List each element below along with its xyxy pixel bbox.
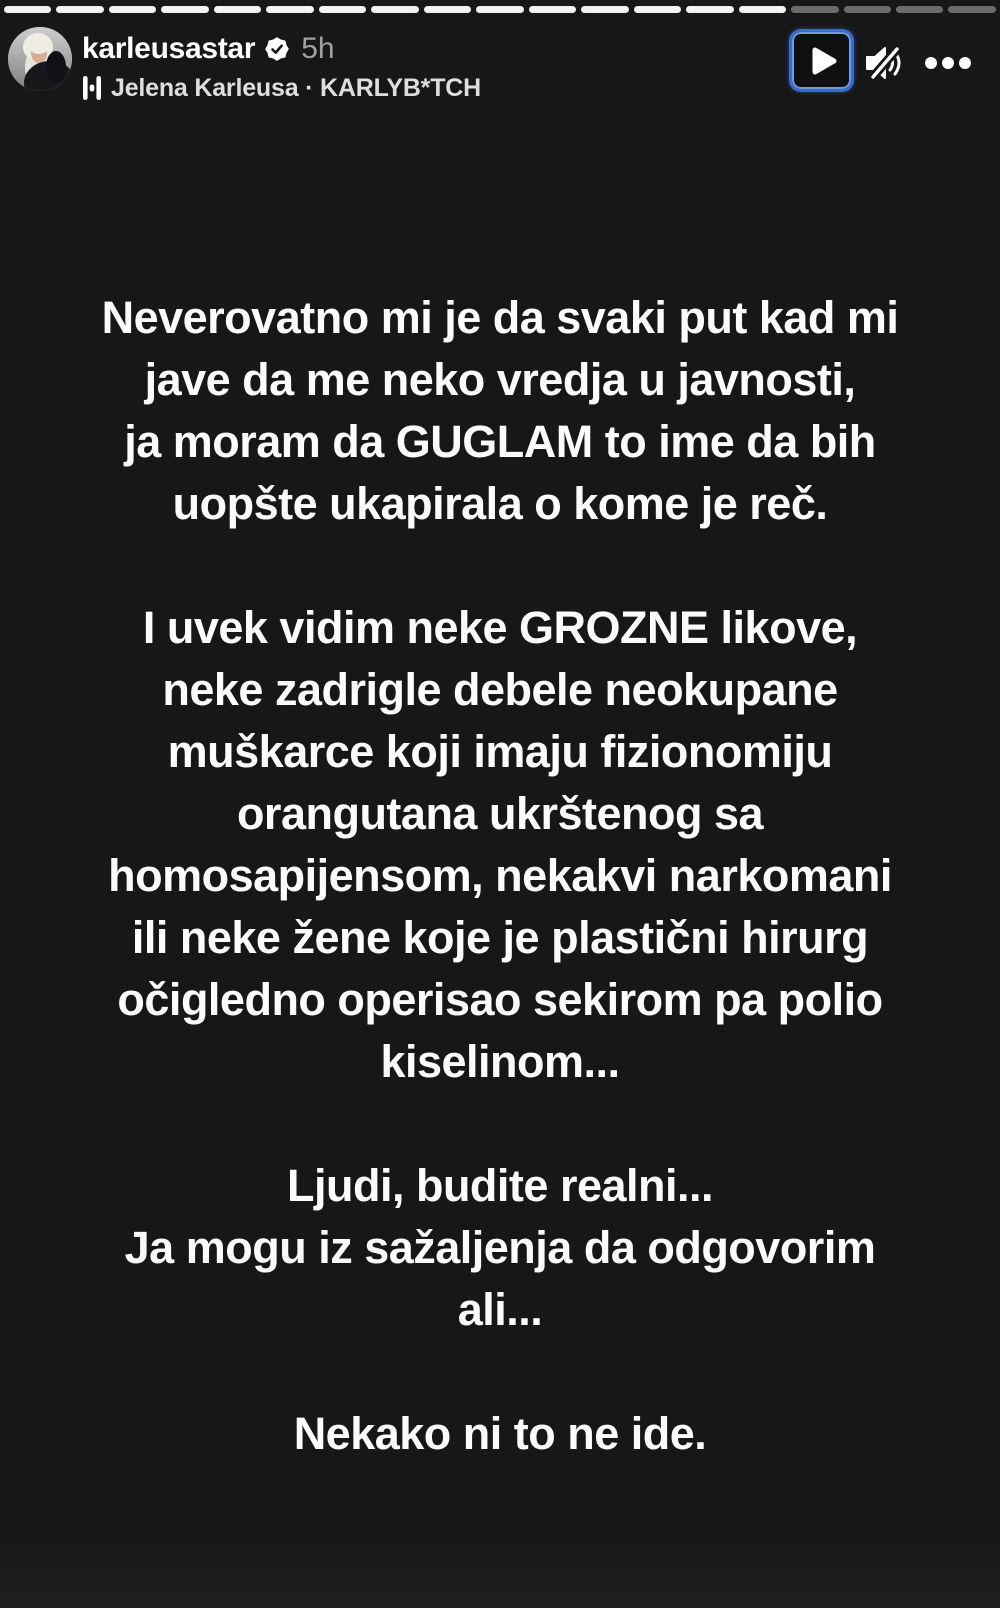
mute-button[interactable] — [864, 44, 904, 82]
story-line: orangutana ukrštenog sa — [236, 788, 764, 839]
progress-segment — [476, 6, 523, 13]
story-line: ali... — [457, 1284, 543, 1335]
progress-segment — [686, 6, 733, 13]
story-line: muškarce koji imaju fizionomiju — [167, 726, 833, 777]
story-line: jave da me neko vredja u javnosti, — [144, 354, 856, 405]
story-progress-bar — [4, 6, 996, 13]
story-line: Neverovatno mi je da svaki put kad mi — [101, 292, 899, 343]
paragraph-gap — [0, 1341, 1000, 1403]
ellipsis-icon — [925, 57, 937, 69]
ellipsis-icon — [959, 57, 971, 69]
story-line: ili neke žene koje je plastični hirurg — [131, 912, 869, 963]
story-line: kiselinom... — [380, 1036, 620, 1087]
progress-segment — [161, 6, 208, 13]
progress-segment — [581, 6, 628, 13]
progress-segment — [56, 6, 103, 13]
progress-segment — [371, 6, 418, 13]
progress-segment — [424, 6, 471, 13]
progress-segment — [634, 6, 681, 13]
story-line: Ja mogu iz sažaljenja da odgovorim — [124, 1222, 876, 1273]
speaker-muted-icon — [864, 44, 904, 82]
music-attribution: Jelena Karleusa · KARLYB*TCH — [111, 73, 481, 102]
play-icon — [802, 41, 842, 81]
progress-segment — [739, 6, 786, 13]
progress-segment — [109, 6, 156, 13]
story-line: ja moram da GUGLAM to ime da bih — [124, 416, 876, 467]
paragraph-gap — [0, 535, 1000, 597]
avatar-photo — [8, 27, 72, 91]
header-text — [82, 30, 481, 103]
progress-segment — [791, 6, 838, 13]
verified-badge-icon — [265, 37, 289, 61]
story-line: očigledno operisao sekirom pa polio — [117, 974, 883, 1025]
progress-segment — [844, 6, 891, 13]
progress-segment — [214, 6, 261, 13]
username[interactable]: karleusastar — [82, 32, 256, 65]
progress-segment — [4, 6, 51, 13]
story-line: Nekako ni to ne ide. — [293, 1408, 707, 1459]
story-line: neke zadrigle debele neokupane — [162, 664, 838, 715]
progress-segment — [319, 6, 366, 13]
ellipsis-icon — [942, 57, 954, 69]
progress-segment — [948, 6, 995, 13]
story-timestamp: 5h — [301, 32, 335, 65]
progress-segment — [896, 6, 943, 13]
play-button[interactable] — [789, 29, 854, 92]
more-options-button[interactable] — [925, 56, 973, 70]
progress-segment — [266, 6, 313, 13]
story-line: homosapijensom, nekakvi narkomani — [108, 850, 892, 901]
story-line: I uvek vidim neke GROZNE likove, — [142, 602, 858, 653]
music-bars-icon — [82, 75, 102, 101]
story-line: Ljudi, budite realni... — [286, 1160, 714, 1211]
story-text-block — [0, 287, 1000, 1465]
progress-segment — [529, 6, 576, 13]
avatar[interactable] — [8, 27, 72, 91]
paragraph-gap — [0, 1093, 1000, 1155]
username-row — [82, 30, 481, 68]
music-row[interactable] — [82, 73, 481, 103]
story-line: uopšte ukapirala o kome je reč. — [172, 478, 828, 529]
